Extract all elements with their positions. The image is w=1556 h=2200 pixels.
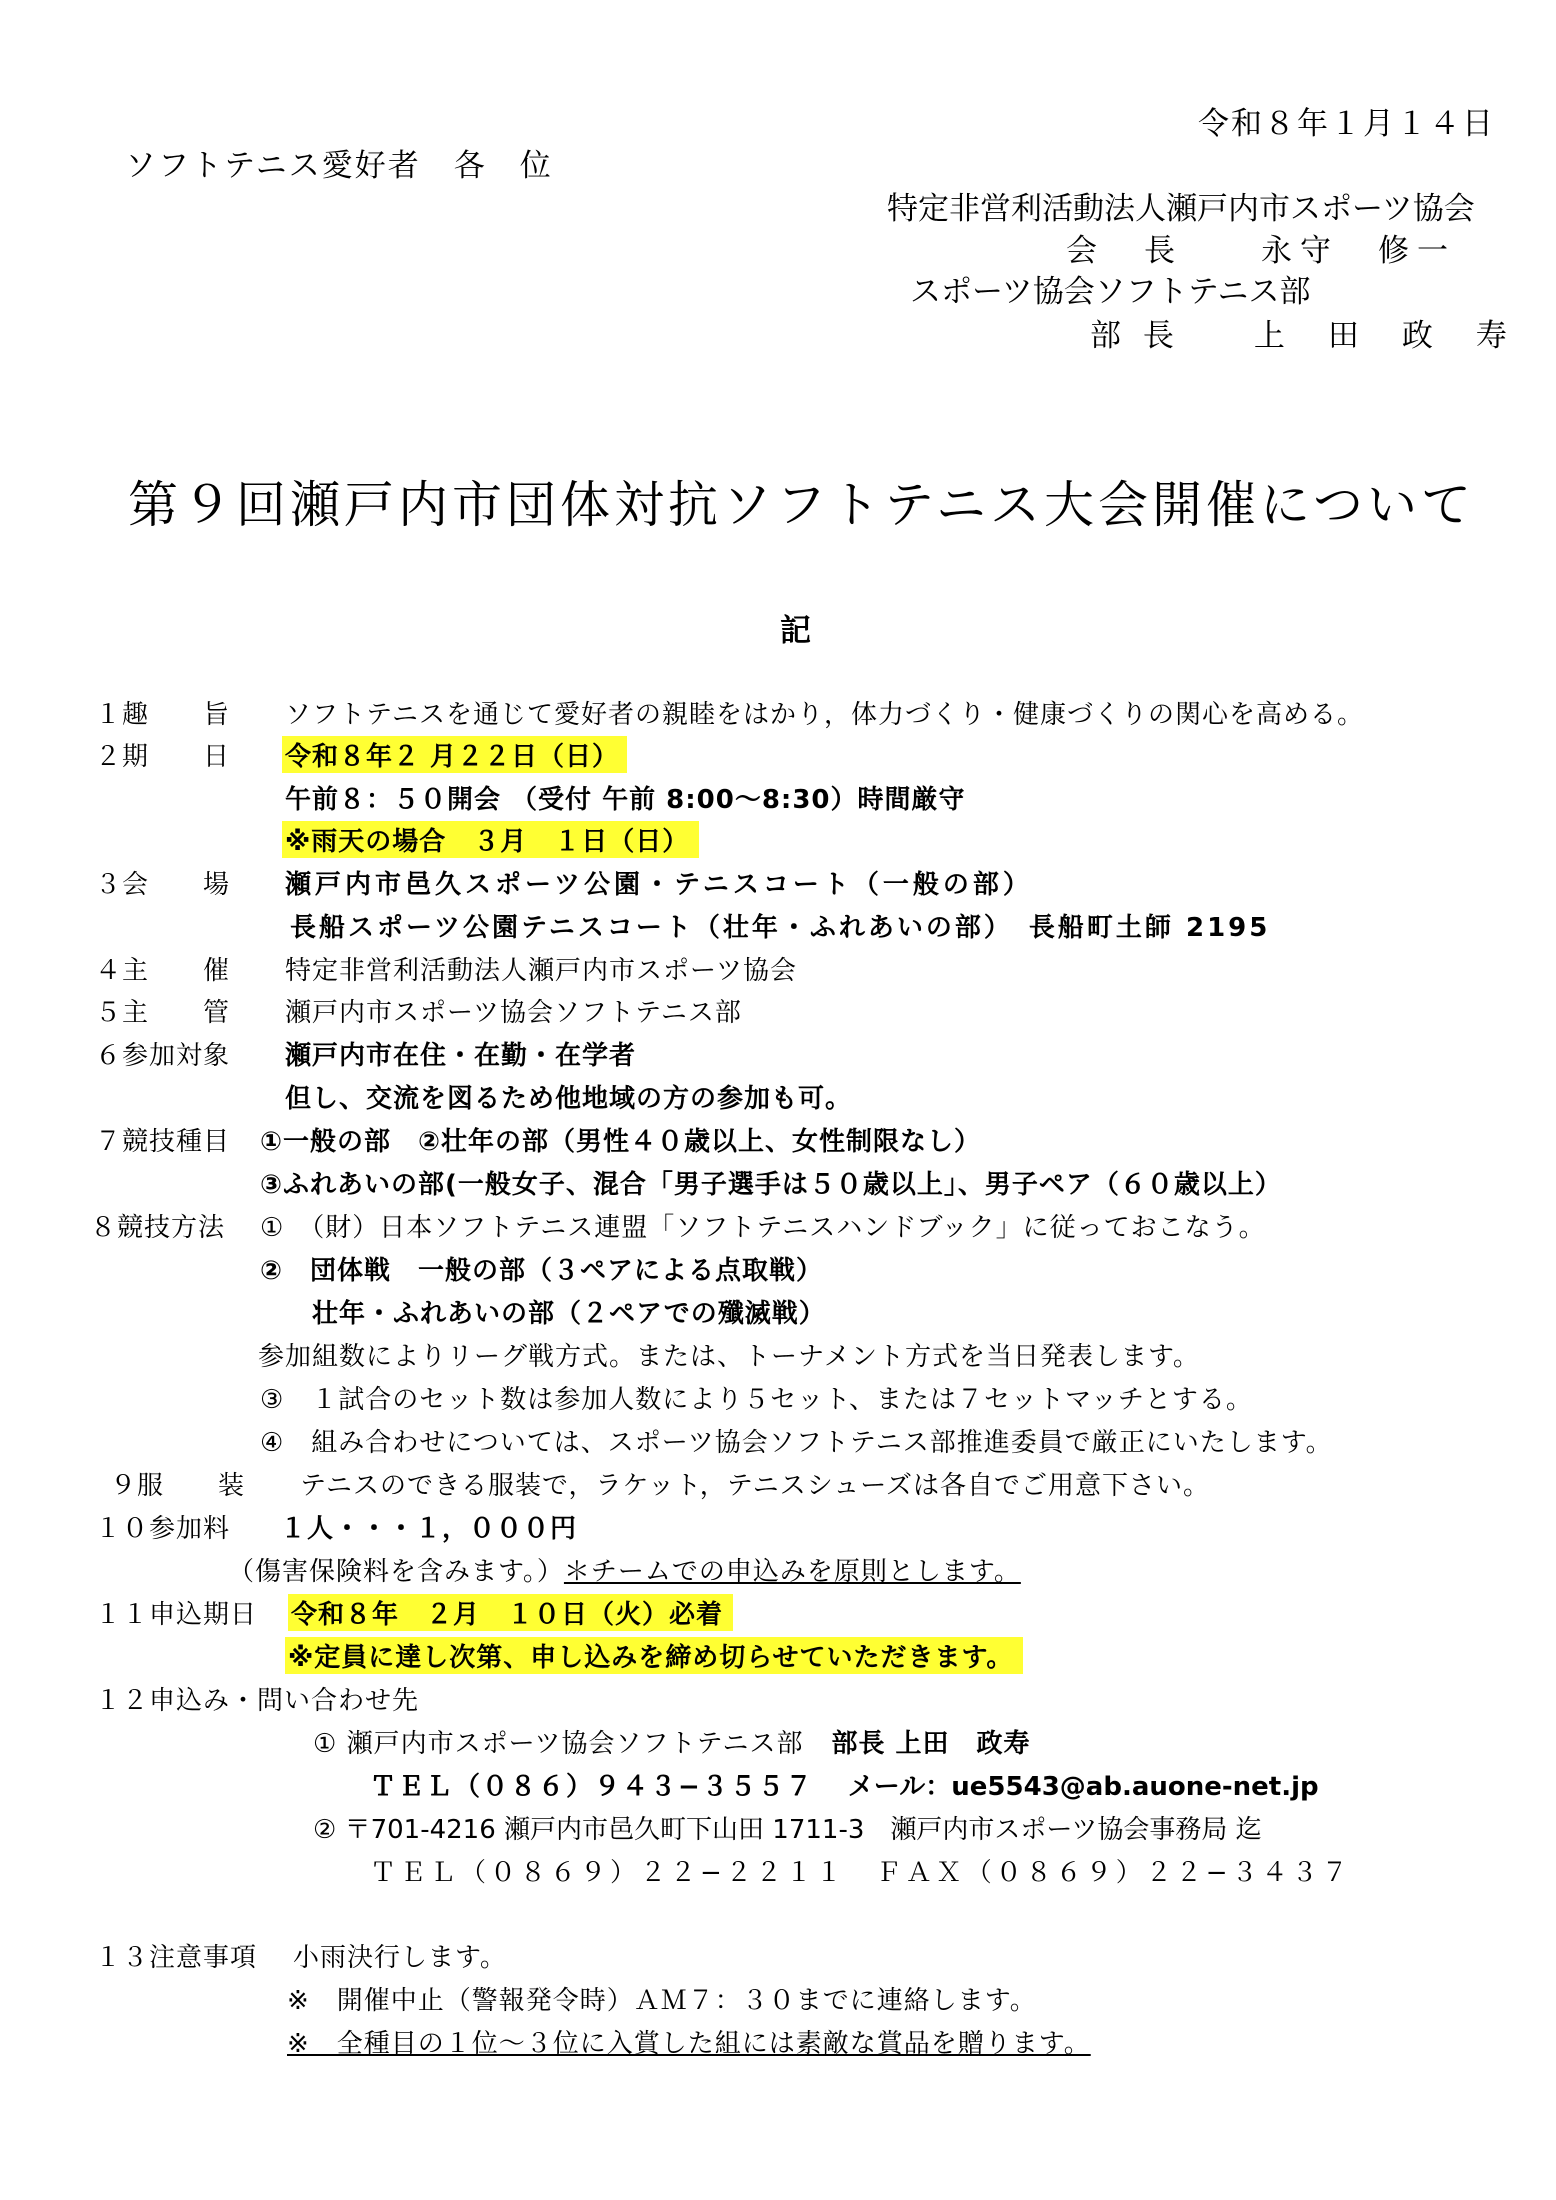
item-label: １０参加料	[95, 1514, 231, 1544]
events-line-2: ③ふれあいの部(一般女子、混合「男子選手は５０歳以上」、男子ペア（６０歳以上）	[260, 1170, 1282, 1200]
item-label: １趣 旨	[95, 700, 231, 730]
item-value: ソフトテニスを通じて愛好者の親睦をはかり，体力づくり・健康づくりの関心を高める。	[285, 700, 1364, 730]
item-organizer	[95, 950, 1495, 984]
item-value: 特定非営利活動法人瀬戸内市スポーツ協会	[285, 956, 797, 986]
item-label: ７競技種目	[95, 1127, 231, 1157]
method-line-3: 壮年・ふれあいの部（２ペアでの殲滅戦）	[312, 1299, 826, 1329]
event-time: 午前８：５０開会 （受付 午前 8:00～8:30）時間厳守	[285, 785, 966, 815]
contact-1	[313, 1723, 1031, 1760]
item-attire	[110, 1465, 1510, 1499]
contact-2: ② 〒701-4216 瀬戸内市邑久町下山田 1711-3 瀬戸内市スポーツ協会事務局 迄	[313, 1815, 1262, 1845]
fee-value: １人・・・１，０００円	[280, 1514, 578, 1544]
contact-1-name: ① 瀬戸内市スポーツ協会ソフトテニス部	[313, 1729, 804, 1759]
item-contact	[95, 1680, 1495, 1714]
contact-1-person: 部長 上田 政寿	[831, 1729, 1031, 1759]
page-title: 第９回瀬戸内市団体対抗ソフトテニス大会開催について	[128, 476, 1475, 534]
event-date: 令和８年２ 月２２日（日）	[282, 736, 627, 773]
item-label: ５主 管	[95, 998, 231, 1028]
method-line-6: ④ 組み合わせについては、スポーツ協会ソフトテニス部推進委員で厳正にいたします。	[260, 1428, 1333, 1458]
item-label: ８競技方法	[90, 1213, 226, 1243]
method-line-2: ② 団体戦 一般の部（３ペアによる点取戦）	[260, 1256, 824, 1286]
item-value: 瀬戸内市スポーツ協会ソフトテニス部	[285, 998, 742, 1028]
item-method	[90, 1207, 1490, 1241]
sender-head: 部 長 上 田 政 寿	[1090, 318, 1513, 354]
contact-2-phone-fax: ＴＥＬ（０８６９）２２−２２１１ ＦＡＸ（０８６９）２２−３４３７	[370, 1858, 1352, 1888]
item-deadline	[95, 1594, 1495, 1628]
item-label: ９服 装	[110, 1471, 246, 1501]
team-entry-note: ＊チームでの申込みを原則とします。	[563, 1557, 1021, 1587]
item-label: ６参加対象	[95, 1041, 231, 1071]
item-value: 瀬戸内市在住・在勤・在学者	[285, 1041, 637, 1071]
item-value: 小雨決行します。	[293, 1943, 507, 1973]
item-fee	[95, 1508, 1495, 1542]
deadline-date: 令和８年 ２月 １０日（火）必着	[288, 1594, 733, 1631]
item-value: ① （財）日本ソフトテニス連盟「ソフトテニスハンドブック」に従っておこなう。	[260, 1213, 1266, 1243]
item-value: テニスのできる服装で，ラケット，テニスシューズは各自でご用意下さい。	[300, 1471, 1210, 1501]
deadline-note: ※定員に達し次第、申し込みを締め切らせていただきます。	[285, 1637, 1023, 1674]
contact-1-phone-row	[370, 1766, 1319, 1803]
item-label: ３会 場	[95, 870, 231, 900]
fee-note	[228, 1551, 1021, 1588]
document-date: 令和８年１月１４日	[1198, 106, 1495, 142]
venue-senior: 長船スポーツ公園テニスコート（壮年・ふれあいの部） 長船町土師 2195	[290, 913, 1271, 943]
item-events	[95, 1121, 1495, 1155]
rain-date: ※雨天の場合 ３月 １日（日）	[282, 821, 699, 858]
contact-1-phone: ＴＥＬ（０８６）９４３−３５５７	[370, 1772, 814, 1802]
item-date	[95, 736, 1495, 770]
item-label: １２申込み・問い合わせ先	[95, 1686, 420, 1716]
sender-chair: 会 長 永守 修一	[1066, 233, 1456, 269]
item-notes	[95, 1937, 1495, 1971]
item-label: ４主 催	[95, 956, 231, 986]
item-purpose	[95, 694, 1495, 728]
venue-general: 瀬戸内市邑久スポーツ公園・テニスコート（一般の部）	[285, 870, 1033, 900]
sender-department: スポーツ協会ソフトテニス部	[910, 274, 1311, 310]
item-label: ２期 日	[95, 742, 231, 772]
insurance-note: （傷害保険料を含みます。）	[228, 1557, 564, 1587]
item-management	[95, 992, 1495, 1026]
notes-cancellation: ※ 開催中止（警報発令時）ＡＭ７：３０までに連絡します。	[287, 1986, 1037, 2016]
item-label: １３注意事項	[95, 1943, 258, 1973]
method-line-4: 参加組数によりリーグ戦方式。または、トーナメント方式を当日発表します。	[258, 1342, 1200, 1372]
contact-1-email: メール：ue5543@ab.auone-net.jp	[847, 1772, 1319, 1802]
item-value: ①一般の部 ②壮年の部（男性４０歳以上、女性制限なし）	[260, 1127, 982, 1157]
addressee: ソフトテニス愛好者 各 位	[125, 148, 553, 184]
item-label: １１申込期日	[95, 1600, 258, 1630]
method-line-5: ③ １試合のセット数は参加人数により５セット、または７セットマッチとする。	[260, 1385, 1253, 1415]
ki-heading: 記	[780, 613, 811, 649]
item-venue	[95, 864, 1495, 898]
eligibility-note: 但し、交流を図るため他地域の方の参加も可。	[285, 1084, 853, 1114]
sender-organization: 特定非営利活動法人瀬戸内市スポーツ協会	[887, 191, 1475, 227]
item-eligibility	[95, 1035, 1495, 1069]
notes-prizes: ※ 全種目の１位〜３位に入賞した組には素敵な賞品を贈ります。	[287, 2029, 1091, 2059]
